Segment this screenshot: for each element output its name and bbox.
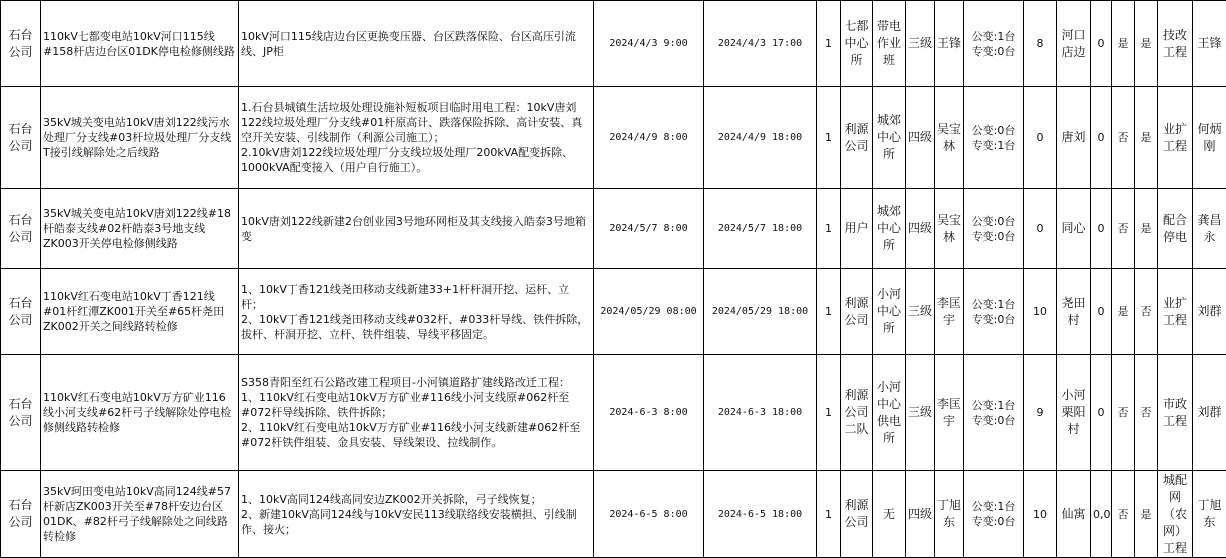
table-row bbox=[1, 1, 1226, 87]
line-cell: 35kV城关变电站10kV唐刘122线#18杆皓泰支线#02杆皓泰3号地支线ZK003开关停电检修侧线路 bbox=[41, 189, 239, 269]
start-time-cell: 2024/05/29 08:00 bbox=[594, 269, 704, 355]
households-cell: 0 bbox=[1024, 189, 1057, 269]
work-type-cell: 配合停电 bbox=[1158, 189, 1193, 269]
flag2-cell: 是 bbox=[1135, 471, 1158, 558]
flag2-cell: 是 bbox=[1135, 189, 1158, 269]
flag1-cell: 否 bbox=[1112, 355, 1135, 471]
start-time-cell: 2024/4/9 8:00 bbox=[594, 87, 704, 189]
construction-unit-cell: 用户 bbox=[841, 189, 873, 269]
start-time-cell: 2024-6-3 8:00 bbox=[594, 355, 704, 471]
count-cell: 0 bbox=[1091, 1, 1112, 87]
flag1-cell: 否 bbox=[1112, 189, 1135, 269]
count-cell: 0 bbox=[1091, 87, 1112, 189]
line-cell: 110kV红石变电站10kV丁香121线#01杆红潭ZK001开关至#65杆尧田ZK002开关之间线路转检修 bbox=[41, 269, 239, 355]
days-cell: 1 bbox=[817, 1, 841, 87]
end-time-cell: 2024/4/3 17:00 bbox=[704, 1, 817, 87]
transformer-count-line: 专变:0台 bbox=[966, 229, 1021, 244]
responsible-person-cell: 李匡宇 bbox=[935, 355, 964, 471]
work-content-line: 10kV唐刘122线新建2台创业园3号地环网柜及其支线接入皓泰3号地箱变 bbox=[241, 214, 591, 244]
end-time-cell: 2024/4/9 18:00 bbox=[704, 87, 817, 189]
unit-cell: 石台公司 bbox=[1, 1, 41, 87]
end-time-cell: 2024/5/7 18:00 bbox=[704, 189, 817, 269]
transformer-count-cell bbox=[964, 355, 1024, 471]
transformer-count-line: 公变:1台 bbox=[966, 297, 1021, 312]
area-cell: 河口店边 bbox=[1057, 1, 1091, 87]
construction-unit-cell: 利源公司二队 bbox=[841, 355, 873, 471]
households-cell: 10 bbox=[1024, 471, 1057, 558]
team-cell: 城郊中心所 bbox=[873, 189, 906, 269]
unit-cell: 石台公司 bbox=[1, 87, 41, 189]
transformer-count-cell bbox=[964, 87, 1024, 189]
work-type-cell: 技改工程 bbox=[1158, 1, 1193, 87]
transformer-count-line: 公变:0台 bbox=[966, 123, 1021, 138]
work-type-cell: 业扩工程 bbox=[1158, 269, 1193, 355]
table-row bbox=[1, 87, 1226, 189]
work-type-cell: 市政工程 bbox=[1158, 355, 1193, 471]
table-row bbox=[1, 355, 1226, 471]
days-cell: 1 bbox=[817, 355, 841, 471]
responsible-person-cell: 王锋 bbox=[935, 1, 964, 87]
work-content-line: 1、110kV红石变电站10kV万方矿业#116线小河支线原#062杆至#072杆导线拆除、铁件拆除； bbox=[241, 390, 591, 420]
transformer-count-line: 专变:1台 bbox=[966, 138, 1021, 153]
team-cell: 无 bbox=[873, 471, 906, 558]
work-content-line: 2.10kV唐刘122线垃圾处理厂分支线垃圾处理厂200kVA配变拆除、1000kVA配变接入（用户自行施工）。 bbox=[241, 145, 591, 175]
count-cell: 0 bbox=[1091, 189, 1112, 269]
work-content-line: 2、新建10kV高同124线与10kV安民113线联络线安装横担、引线制作、接火； bbox=[241, 507, 591, 537]
households-cell: 9 bbox=[1024, 355, 1057, 471]
count-cell: 0 bbox=[1091, 355, 1112, 471]
transformer-count-line: 公变:0台 bbox=[966, 214, 1021, 229]
work-content-cell bbox=[239, 189, 594, 269]
work-content-cell bbox=[239, 471, 594, 558]
work-content-line: 1、10kV丁香121线尧田移动支线新建33+1杆杆洞开挖、运杆、立杆； bbox=[241, 282, 591, 312]
table-row bbox=[1, 471, 1226, 558]
transformer-count-line: 公变:1台 bbox=[966, 398, 1021, 413]
applicant-cell: 龚昌永 bbox=[1193, 189, 1226, 269]
work-content-line: 2、10kV丁香121线尧田移动支线#032杆、#033杆导线、铁件拆除，拔杆、杆洞开挖、立杆、铁件组装、导线平移固定。 bbox=[241, 312, 591, 342]
transformer-count-line: 专变:0台 bbox=[966, 413, 1021, 428]
start-time-cell: 2024/5/7 8:00 bbox=[594, 189, 704, 269]
work-content-line: 1、10kV高同124线高同安边ZK002开关拆除，弓子线恢复； bbox=[241, 492, 591, 507]
transformer-count-line: 公变:1台 bbox=[966, 29, 1021, 44]
households-cell: 8 bbox=[1024, 1, 1057, 87]
construction-unit-cell: 利源公司 bbox=[841, 87, 873, 189]
line-cell: 110kV七都变电站10kV河口115线#158杆店边台区01DK停电检修侧线路 bbox=[41, 1, 239, 87]
count-cell: 0,0 bbox=[1091, 471, 1112, 558]
area-cell: 唐刘 bbox=[1057, 87, 1091, 189]
work-content-line: S358青阳至红石公路改建工程项目-小河镇道路扩建线路改迁工程： bbox=[241, 375, 591, 390]
end-time-cell: 2024-6-3 18:00 bbox=[704, 355, 817, 471]
area-cell: 小河栗阳村 bbox=[1057, 355, 1091, 471]
work-content-line: 10kV河口115线店边台区更换变压器、台区跌落保险、台区高压引流线、JP柜 bbox=[241, 29, 591, 59]
team-cell: 小河中心所 bbox=[873, 269, 906, 355]
flag2-cell: 是 bbox=[1135, 87, 1158, 189]
responsible-person-cell: 李匡宇 bbox=[935, 269, 964, 355]
area-cell: 尧田村 bbox=[1057, 269, 1091, 355]
unit-cell: 石台公司 bbox=[1, 269, 41, 355]
start-time-cell: 2024-6-5 8:00 bbox=[594, 471, 704, 558]
transformer-count-line: 专变:0台 bbox=[966, 312, 1021, 327]
applicant-cell: 何炳刚 bbox=[1193, 87, 1226, 189]
end-time-cell: 2024/05/29 18:00 bbox=[704, 269, 817, 355]
risk-level-cell: 四级 bbox=[906, 87, 935, 189]
applicant-cell: 丁旭东 bbox=[1193, 471, 1226, 558]
applicant-cell: 王锋 bbox=[1193, 1, 1226, 87]
area-cell: 同心 bbox=[1057, 189, 1091, 269]
transformer-count-cell bbox=[964, 269, 1024, 355]
unit-cell: 石台公司 bbox=[1, 471, 41, 558]
transformer-count-cell bbox=[964, 471, 1024, 558]
construction-unit-cell: 七都中心所 bbox=[841, 1, 873, 87]
transformer-count-cell bbox=[964, 1, 1024, 87]
unit-cell: 石台公司 bbox=[1, 355, 41, 471]
start-time-cell: 2024/4/3 9:00 bbox=[594, 1, 704, 87]
flag1-cell: 是 bbox=[1112, 269, 1135, 355]
table-row bbox=[1, 189, 1226, 269]
table-row bbox=[1, 269, 1226, 355]
end-time-cell: 2024-6-5 18:00 bbox=[704, 471, 817, 558]
work-content-cell bbox=[239, 269, 594, 355]
transformer-count-line: 专变:0台 bbox=[966, 44, 1021, 59]
flag1-cell: 否 bbox=[1112, 87, 1135, 189]
work-content-cell bbox=[239, 87, 594, 189]
households-cell: 10 bbox=[1024, 269, 1057, 355]
area-cell: 仙寓 bbox=[1057, 471, 1091, 558]
work-content-cell bbox=[239, 355, 594, 471]
work-content-cell bbox=[239, 1, 594, 87]
work-content-line: 2、110kV红石变电站10kV万方矿业#116线小河支线新建#062杆至#072杆铁件组装、金具安装、导线架设、拉线制作。 bbox=[241, 420, 591, 450]
line-cell: 35kV城关变电站10kV唐刘122线污水处理厂分支线#03杆垃圾处理厂分支线T接引线解除处之后线路 bbox=[41, 87, 239, 189]
households-cell: 0 bbox=[1024, 87, 1057, 189]
transformer-count-cell bbox=[964, 189, 1024, 269]
transformer-count-line: 专变:0台 bbox=[966, 514, 1021, 529]
applicant-cell: 刘群 bbox=[1193, 269, 1226, 355]
team-cell: 城郊中心所 bbox=[873, 87, 906, 189]
work-type-cell: 城配网（农网）工程 bbox=[1158, 471, 1193, 558]
days-cell: 1 bbox=[817, 471, 841, 558]
line-cell: 35kV珂田变电站10kV高同124线#57杆新店ZK003开关至#78杆安边台区01DK、#82杆弓子线解除处之间线路转检修 bbox=[41, 471, 239, 558]
team-cell: 带电作业班 bbox=[873, 1, 906, 87]
unit-cell: 石台公司 bbox=[1, 189, 41, 269]
team-cell: 小河中心供电所 bbox=[873, 355, 906, 471]
flag2-cell: 是 bbox=[1135, 1, 1158, 87]
work-type-cell: 业扩工程 bbox=[1158, 87, 1193, 189]
risk-level-cell: 三级 bbox=[906, 269, 935, 355]
days-cell: 1 bbox=[817, 269, 841, 355]
construction-unit-cell: 利源公司 bbox=[841, 269, 873, 355]
flag2-cell: 否 bbox=[1135, 355, 1158, 471]
risk-level-cell: 三级 bbox=[906, 355, 935, 471]
flag2-cell: 否 bbox=[1135, 269, 1158, 355]
count-cell: 0 bbox=[1091, 269, 1112, 355]
flag1-cell: 是 bbox=[1112, 1, 1135, 87]
responsible-person-cell: 吴宝林 bbox=[935, 87, 964, 189]
risk-level-cell: 三级 bbox=[906, 1, 935, 87]
line-cell: 110kV红石变电站10kV万方矿业116线小河支线#62杆弓子线解除处停电检修侧线路转检修 bbox=[41, 355, 239, 471]
construction-unit-cell: 利源公司 bbox=[841, 471, 873, 558]
responsible-person-cell: 丁旭东 bbox=[935, 471, 964, 558]
applicant-cell: 刘群 bbox=[1193, 355, 1226, 471]
risk-level-cell: 四级 bbox=[906, 471, 935, 558]
flag1-cell: 否 bbox=[1112, 471, 1135, 558]
days-cell: 1 bbox=[817, 189, 841, 269]
transformer-count-line: 公变:1台 bbox=[966, 499, 1021, 514]
risk-level-cell: 四级 bbox=[906, 189, 935, 269]
days-cell: 1 bbox=[817, 87, 841, 189]
responsible-person-cell: 吴宝林 bbox=[935, 189, 964, 269]
work-content-line: 1.石台县城镇生活垃圾处理设施补短板项目临时用电工程：10kV唐刘122线垃圾处理厂分支线#01杆原高计、跌落保险拆除、高计安装、真空开关安装、引线制作（利源公司施工）； bbox=[241, 100, 591, 145]
